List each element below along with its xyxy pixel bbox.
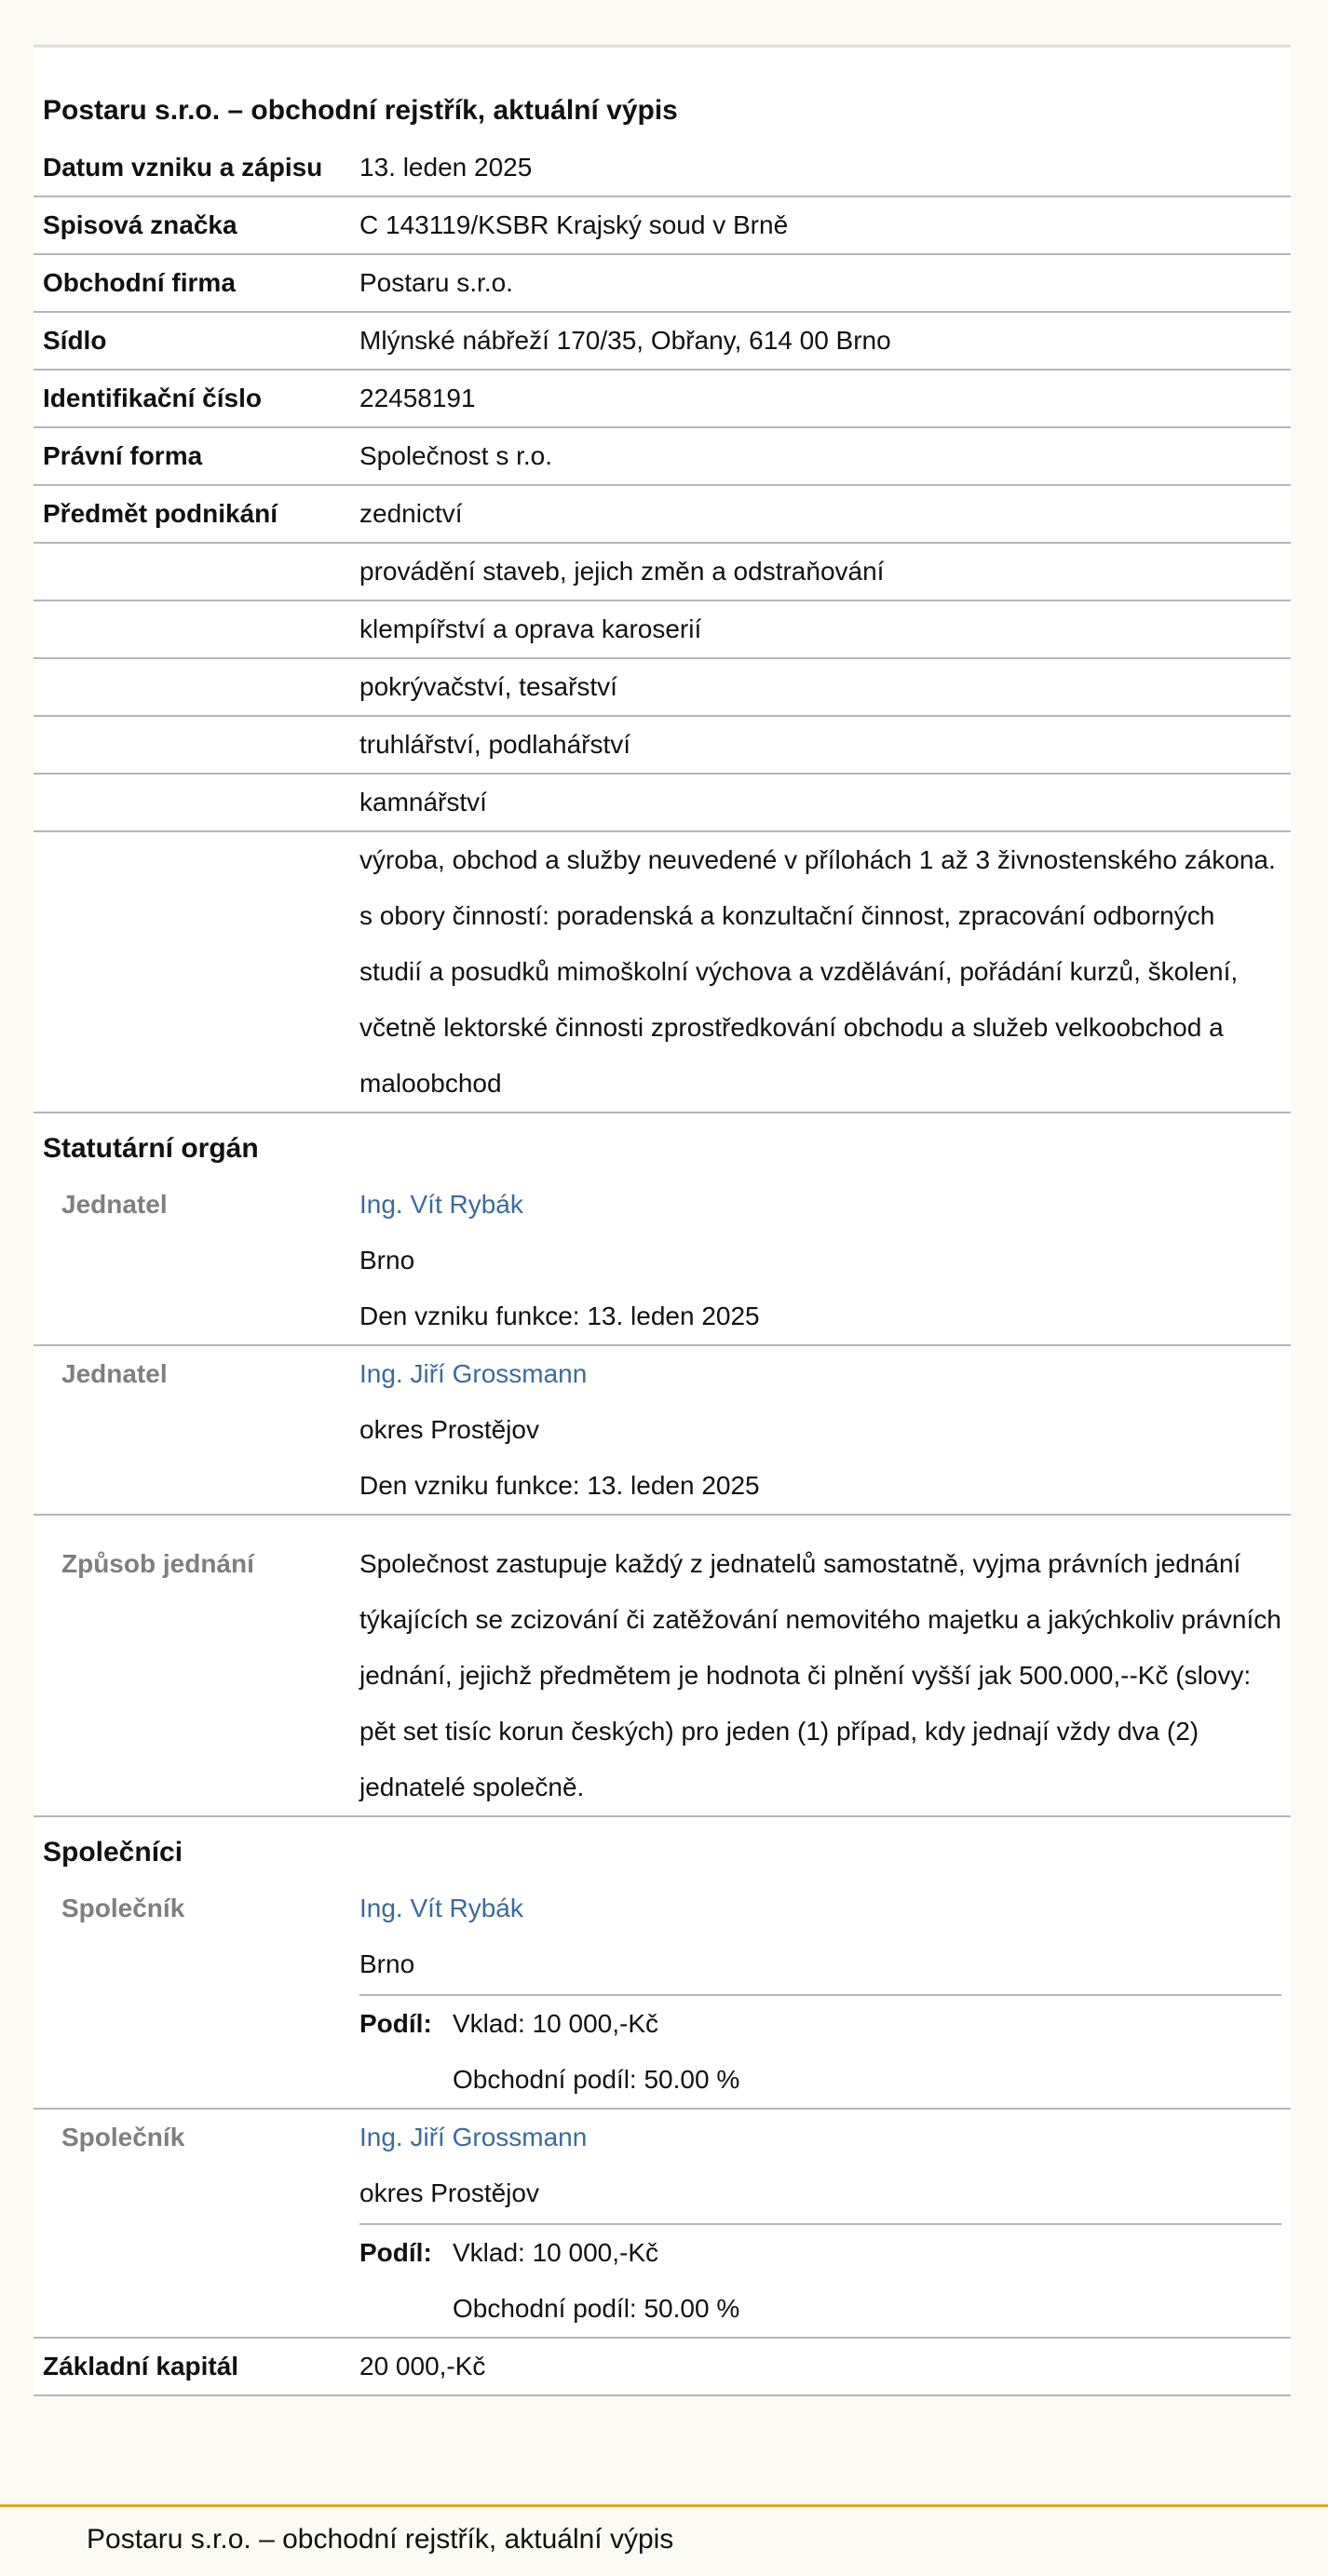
value-sidlo: Mlýnské nábřeží 170/35, Obřany, 614 00 Brno [350, 312, 1291, 370]
role-label: Jednatel [34, 1177, 350, 1345]
person-place: Brno [359, 1246, 415, 1275]
heading-statutarni: Statutární orgán [43, 1133, 259, 1164]
predmet-item: zednictví [350, 485, 1291, 543]
vklad-value: Vklad: 10 000,-Kč [453, 2009, 659, 2038]
label-predmet: Předmět podnikání [34, 485, 350, 543]
label-pravni-forma: Právní forma [34, 427, 350, 485]
row-predmet [34, 716, 1291, 774]
role-label: Jednatel [34, 1345, 350, 1515]
spolecnik-row [34, 2109, 1291, 2338]
obchodni-podil-value: Obchodní podíl: 50.00 % [453, 2065, 740, 2094]
jednatel-row [34, 1177, 1291, 1345]
predmet-item: pokrývačství, tesařství [350, 658, 1291, 716]
footer-bar [0, 2504, 1328, 2576]
row-ico [34, 370, 1291, 427]
label-zpusob-jednani: Způsob jednání [34, 1515, 350, 1816]
role-label: Společník [34, 1881, 350, 2109]
predmet-item: klempířství a oprava karoserií [350, 600, 1291, 658]
label-spisova-znacka: Spisová značka [34, 196, 350, 254]
register-extract [34, 45, 1291, 2396]
row-pravni-forma [34, 427, 1291, 485]
predmet-item: kamnářství [350, 774, 1291, 831]
value-spisova-znacka: C 143119/KSBR Krajský soud v Brně [350, 196, 1291, 254]
person-place: okres Prostějov [359, 2178, 539, 2207]
person-link[interactable]: Ing. Vít Rybák [359, 1894, 523, 1922]
function-since: Den vzniku funkce: 13. leden 2025 [359, 1301, 760, 1330]
person-link[interactable]: Ing. Jiří Grossmann [359, 1359, 588, 1388]
zpusob-jednani-row [34, 1515, 1291, 1816]
footer-title: Postaru s.r.o. – obchodní rejstřík, aktuální výpis [87, 2524, 674, 2555]
row-sidlo [34, 312, 1291, 370]
person-link[interactable]: Ing. Vít Rybák [359, 1190, 523, 1219]
label-obchodni-firma: Obchodní firma [34, 254, 350, 312]
label-ico: Identifikační číslo [34, 370, 350, 427]
row-predmet [34, 658, 1291, 716]
person-place: Brno [359, 1949, 415, 1978]
jednatel-row [34, 1345, 1291, 1515]
row-predmet [34, 543, 1291, 600]
row-predmet [34, 774, 1291, 831]
podil-label: Podíl: [359, 2009, 432, 2038]
obchodni-podil-value: Obchodní podíl: 50.00 % [453, 2294, 740, 2323]
role-label: Společník [34, 2109, 350, 2338]
person-link[interactable]: Ing. Jiří Grossmann [359, 2123, 588, 2151]
value-pravni-forma: Společnost s r.o. [350, 427, 1291, 485]
podil-label: Podíl: [359, 2238, 432, 2267]
document-title: Postaru s.r.o. – obchodní rejstřík, aktuální výpis [43, 95, 678, 126]
person-place: okres Prostějov [359, 1415, 539, 1444]
row-spisova-znacka [34, 196, 1291, 254]
section-statutarni [34, 1113, 1291, 1177]
row-predmet [34, 485, 1291, 543]
value-datum-vzniku: 13. leden 2025 [350, 140, 1291, 196]
spolecnik-row [34, 1881, 1291, 2109]
predmet-item: truhlářství, podlahářství [350, 716, 1291, 774]
value-zakladni-kapital: 20 000,-Kč [350, 2338, 1291, 2395]
register-table [34, 140, 1291, 2396]
row-zakladni-kapital [34, 2338, 1291, 2395]
row-predmet [34, 600, 1291, 658]
row-datum-vzniku [34, 140, 1291, 196]
heading-spolecnici: Společníci [43, 1837, 183, 1868]
predmet-item: výroba, obchod a služby neuvedené v přílohách 1 až 3 živnostenského zákona. s obory činností: poradenská a konzultační činnost, zpracování odborných studií a posudků mimoškolní výchova a vzdělávání, pořádání kurzů, školení, včetně lektorské činnosti zprostředkování obchodu a služeb velkoobchod a maloobchod [350, 831, 1291, 1113]
row-obchodni-firma [34, 254, 1291, 312]
podil-table [359, 1996, 739, 2108]
section-spolecnici [34, 1816, 1291, 1881]
podil-block [359, 1994, 1281, 2108]
label-sidlo: Sídlo [34, 312, 350, 370]
value-ico: 22458191 [350, 370, 1291, 427]
vklad-value: Vklad: 10 000,-Kč [453, 2238, 659, 2267]
value-zpusob-jednani: Společnost zastupuje každý z jednatelů samostatně, vyjma právních jednání týkajících se zcizování či zatěžování nemovitého majetku a jakýchkoliv právních jednání, jejichž předmětem je hodnota či plnění vyšší jak 500.000,--Kč (slovy: pět set tisíc korun českých) pro jeden (1) případ, kdy jednají vždy dva (2) jednatelé společně. [350, 1515, 1291, 1816]
podil-table [359, 2225, 739, 2337]
label-zakladni-kapital: Základní kapitál [34, 2338, 350, 2395]
podil-block [359, 2223, 1281, 2337]
row-predmet [34, 831, 1291, 1113]
value-obchodni-firma: Postaru s.r.o. [350, 254, 1291, 312]
label-datum-vzniku: Datum vzniku a zápisu [34, 140, 350, 196]
predmet-item: provádění staveb, jejich změn a odstraňování [350, 543, 1291, 600]
function-since: Den vzniku funkce: 13. leden 2025 [359, 1471, 760, 1500]
